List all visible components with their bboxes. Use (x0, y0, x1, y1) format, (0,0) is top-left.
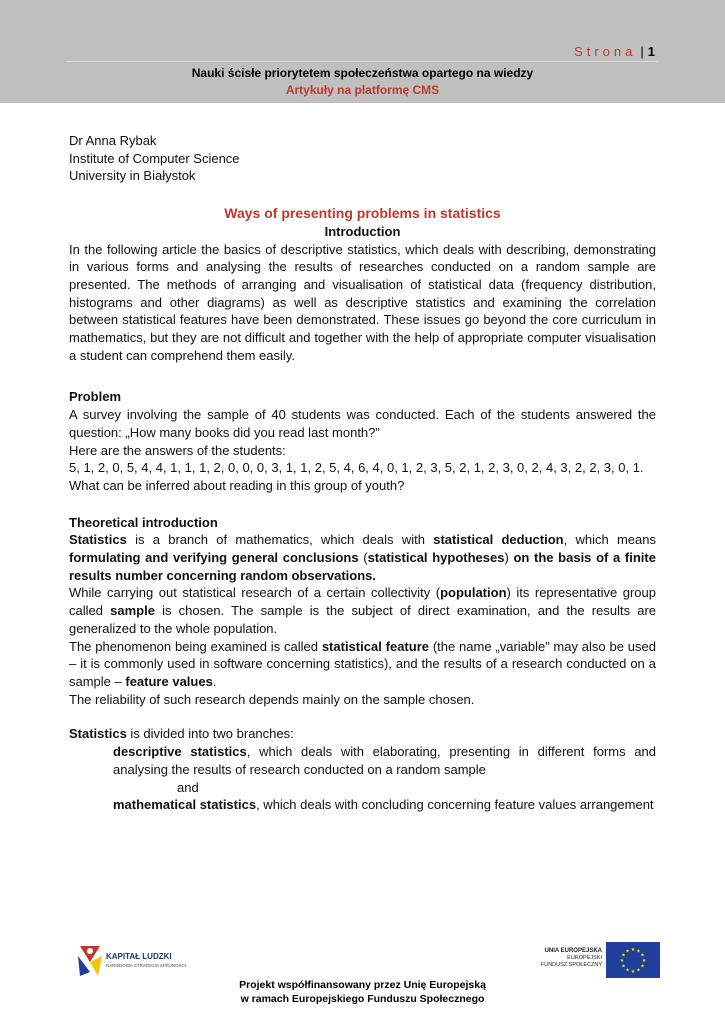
header-divider (67, 61, 658, 62)
author-block (69, 132, 656, 185)
theory-paragraph-statistics: Statistics is a branch of mathematics, which deals with statistical deduction, which means formulating and verifying general conclusions (statistical hypotheses) on the basis of a finite results number concerning random observations. (69, 532, 656, 583)
branch-and: and (177, 779, 199, 795)
intro-paragraph: In the following article the basics of descriptive statistics, which deals with describing, demonstrating in various forms and analysing the results of researches conducted on a random sample are presented. The methods of arranging and visualisation of statistical data (frequency distribution, histograms and other diagrams) as well as descriptive statistics and examining the correlation between statistical features have been demonstrated. These issues go beyond the core curriculum in mathematics, but they are not difficult and together with the help of appropriate computer visualisation a student can comprehend them easily. (69, 241, 656, 363)
problem-heading: Problem (69, 389, 122, 405)
author-name: Dr Anna Rybak (69, 133, 157, 148)
branch-descriptive: descriptive statistics, which deals with elaborating, presenting in different forms and analysing the results of research conducted on a random sample (113, 744, 656, 777)
theory-paragraph-sample: While carrying out statistical research of a certain collectivity (population) its representative group called sample is chosen. The sample is the subject of direct examination, and the results are generalized to the whole population. (69, 585, 657, 636)
intro-heading: Introduction (324, 223, 401, 239)
branch-mathematical: mathematical statistics, which deals with concluding concerning feature values arrangement (113, 797, 654, 813)
problem-answers: 5, 1, 2, 0, 5, 4, 4, 1, 1, 1, 2, 0, 0, 0, 3, 1, 1, 2, 5, 4, 6, 4, 0, 1, 2, 3, 5, 2, 1, 2, 3, 0, 2, 4, 3, 2, 2, 3, 0, 1. (69, 460, 644, 476)
eu-star-icon: ★ (640, 952, 645, 959)
kapital-ludzki-title: KAPITAŁ LUDZKI (106, 952, 172, 961)
header-subtitle: Artykuły na platformę CMS (285, 83, 440, 97)
theory-branches-intro: Statistics is divided into two branches: (69, 726, 294, 742)
author-institute: Institute of Computer Science (69, 150, 240, 166)
document-title: Ways of presenting problems in statistics (224, 205, 501, 222)
footer-funding-text (0, 978, 725, 1006)
eu-star-icon: ★ (621, 952, 626, 959)
problem-question: What can be inferred about reading in this group of youth? (69, 477, 405, 493)
page-separator: | (640, 44, 644, 59)
theory-paragraph-reliability: The reliability of such research depends mainly on the sample chosen. (69, 691, 475, 707)
eu-star-icon: ★ (630, 947, 636, 953)
eu-star-icon: ★ (625, 967, 630, 974)
problem-statement: A survey involving the sample of 40 students was conducted. Each of the students answered the question: „How many books did you read last month?” (69, 407, 656, 440)
kapital-ludzki-emblem-icon (76, 942, 104, 978)
header-title: Nauki ścisłe priorytetem społeczeństwa opartego na wiedzy (191, 66, 534, 80)
author-university: University in Białystok (69, 168, 196, 184)
eu-star-icon: ★ (619, 958, 625, 964)
page-number-label (574, 44, 655, 59)
theory-heading: Theoretical introduction (69, 514, 218, 530)
footer-line-2: w ramach Europejskiego Funduszu Społecznego (240, 993, 485, 1005)
eu-logo (530, 942, 660, 978)
footer-line-1: Projekt współfinansowany przez Unię Europejską (239, 979, 486, 991)
eu-star-icon: ★ (636, 967, 641, 974)
eu-star-icon: ★ (641, 958, 647, 964)
kapital-ludzki-logo (76, 942, 191, 978)
problem-answers-intro: Here are the answers of the students: (69, 442, 286, 458)
eu-star-icon: ★ (625, 948, 630, 955)
eu-star-icon: ★ (621, 963, 626, 970)
article-body (69, 132, 656, 814)
eu-logo-text: UNIA EUROPEJSKA EUROPEJSKI FUNDUSZ SPOŁECZNY (540, 948, 602, 968)
eu-star-icon: ★ (630, 969, 636, 975)
eu-star-icon: ★ (640, 963, 645, 970)
theory-paragraph-feature: The phenomenon being examined is called statistical feature (the name „variable” may also be used – it is commonly used in software concerning statistics), and the results of a research conducted on a sample – feature values. (69, 638, 656, 689)
eu-flag-icon (606, 942, 660, 978)
kapital-ludzki-subtitle: NARODOWA STRATEGIA SPÓJNOŚCI (106, 963, 187, 968)
eu-star-icon: ★ (636, 948, 641, 955)
page-label: Strona (574, 44, 637, 59)
page-number: 1 (647, 44, 655, 59)
